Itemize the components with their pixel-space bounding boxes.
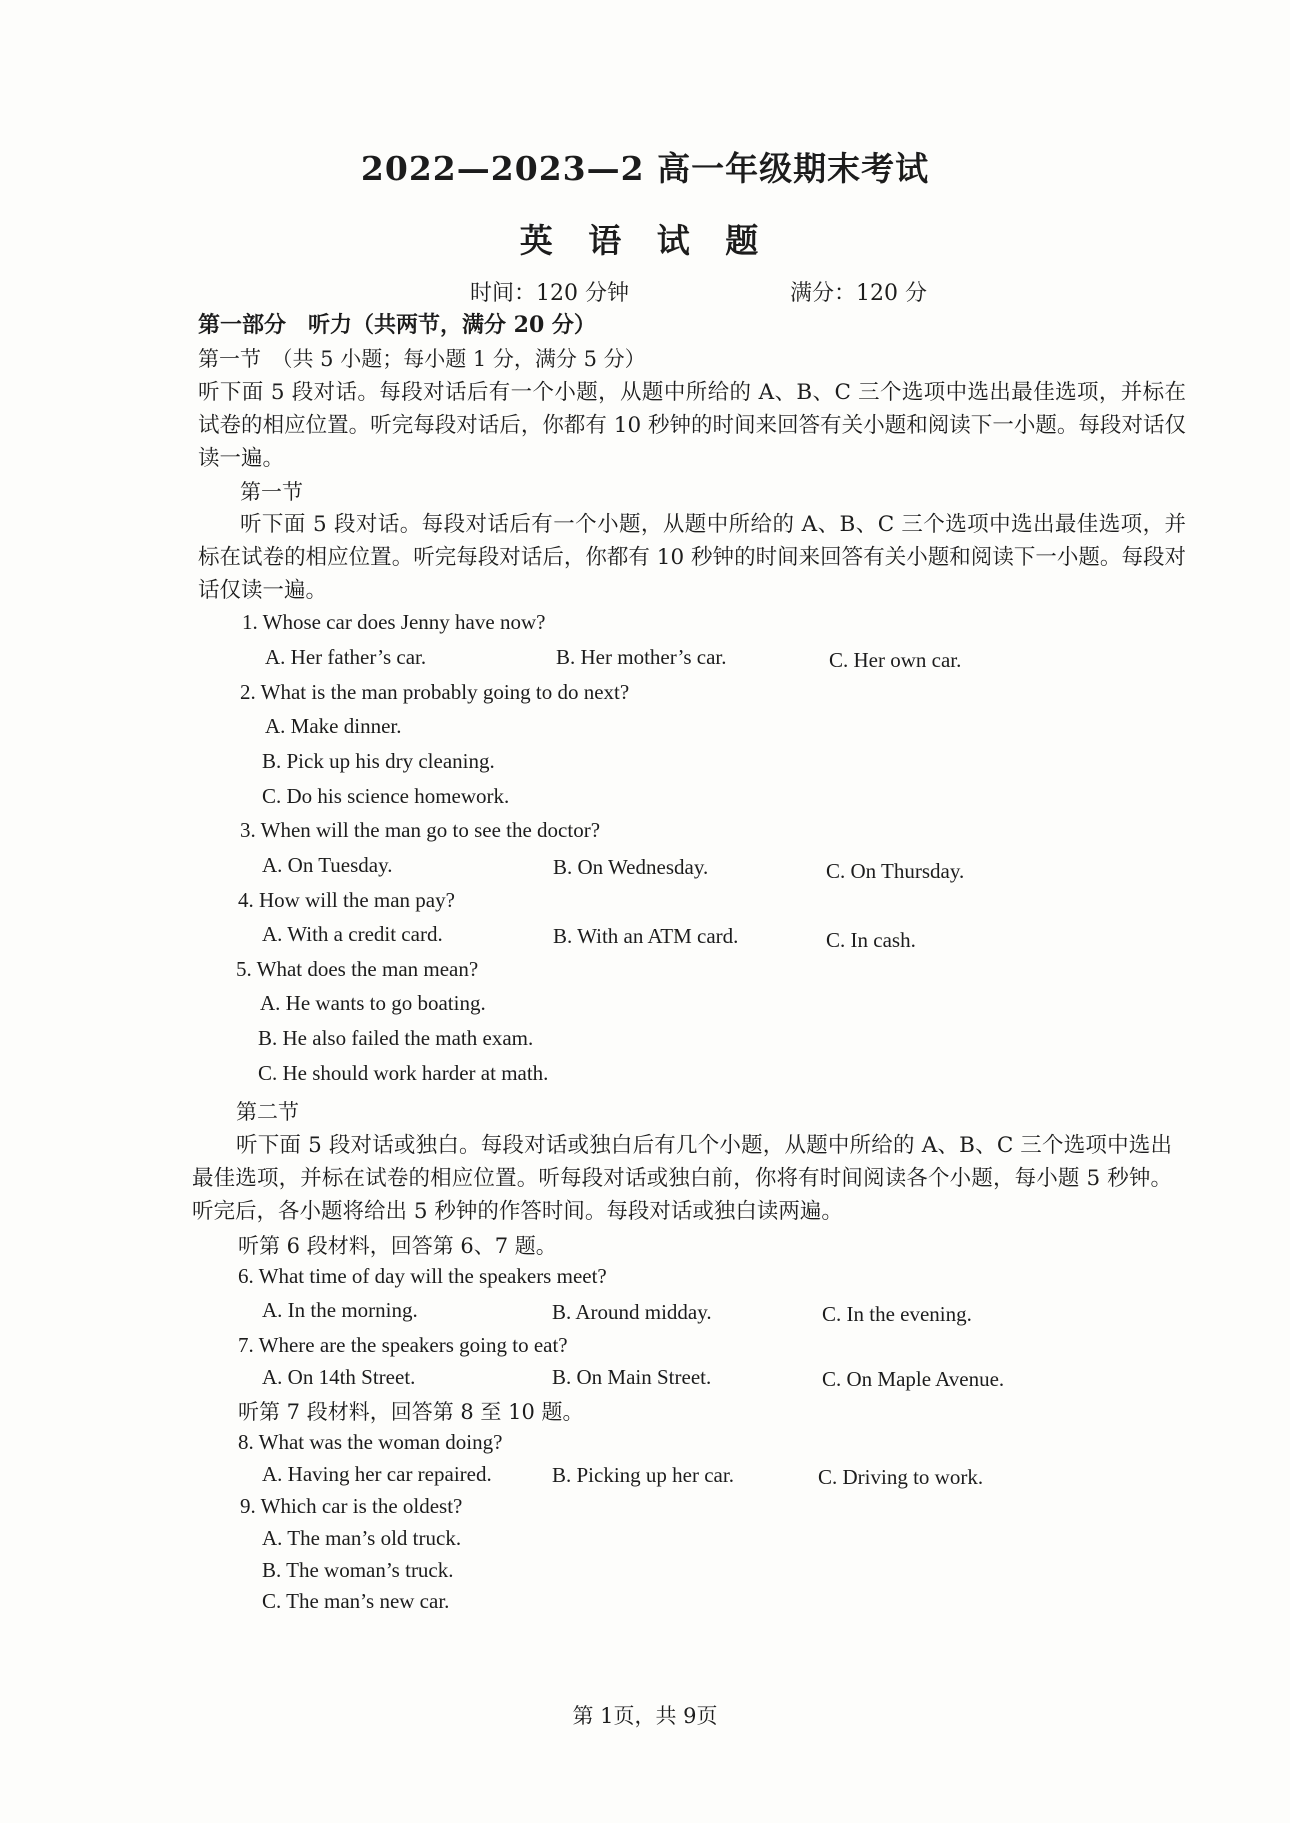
question-4: 4. How will the man pay? [238, 888, 455, 912]
q8-option-b: B. Picking up her car. [552, 1463, 734, 1487]
q1-option-a: A. Her father’s car. [265, 645, 427, 669]
section2-instruction: 听下面 5 段对话或独白。每段对话或独白后有几个小题，从题中所给的 A、B、C 三个选项中选出最佳选项，并标在试卷的相应位置。听每段对话或独白前，你将有时间阅读各个小题，每小题 5 秒钟。听完后，各小题将给出 5 秒钟的作答时间。每段对话或独白读两遍。 [192, 1133, 1172, 1224]
q3-option-a: A. On Tuesday. [262, 853, 393, 877]
exam-score: 满分：120 分 [790, 281, 927, 306]
q2-option-b: B. Pick up his dry cleaning. [262, 749, 495, 773]
page-number: 第 1页，共 9页 [572, 1704, 718, 1728]
question-1: 1. Whose car does Jenny have now? [242, 610, 546, 634]
q6-option-c: C. In the evening. [822, 1302, 972, 1326]
exam-time: 时间：120 分钟 [470, 281, 629, 306]
section1-instruction-repeat: 听下面 5 段对话。每段对话后有一个小题，从题中所给的 A、B、C 三个选项中选出最佳选项，并标在试卷的相应位置。听完每段对话后，你都有 10 秒钟的时间来回答有关小题和阅读下一小题。每段对话仅读一遍。 [198, 512, 1186, 603]
question-3: 3. When will the man go to see the doctor? [240, 818, 601, 842]
q3-option-c: C. On Thursday. [826, 859, 965, 883]
q2-option-a: A. Make dinner. [265, 714, 402, 738]
part1-heading: 第一部分 听力（共两节，满分 20 分） [198, 312, 596, 338]
q6-option-a: A. In the morning. [262, 1298, 418, 1322]
material-7-note: 听第 7 段材料，回答第 8 至 10 题。 [238, 1400, 584, 1424]
q2-option-c: C. Do his science homework. [262, 784, 510, 808]
q3-option-b: B. On Wednesday. [553, 855, 709, 879]
question-7: 7. Where are the speakers going to eat? [238, 1333, 568, 1357]
section1-instruction: 听下面 5 段对话。每段对话后有一个小题，从题中所给的 A、B、C 三个选项中选出最佳选项，并标在试卷的相应位置。听完每段对话后，你都有 10 秒钟的时间来回答有关小题和阅读下一小题。每段对话仅读一遍。 [198, 380, 1186, 471]
q7-option-a: A. On 14th Street. [262, 1365, 416, 1389]
material-6-note: 听第 6 段材料，回答第 6、7 题。 [238, 1234, 557, 1258]
question-6: 6. What time of day will the speakers meet? [238, 1264, 607, 1288]
section2-heading: 第二节 [236, 1100, 299, 1124]
q1-option-b: B. Her mother’s car. [556, 645, 727, 669]
q6-option-b: B. Around midday. [552, 1300, 712, 1324]
q5-option-a: A. He wants to go boating. [260, 991, 486, 1015]
q8-option-a: A. Having her car repaired. [262, 1462, 492, 1486]
q5-option-c: C. He should work harder at math. [258, 1061, 549, 1085]
q5-option-b: B. He also failed the math exam. [258, 1026, 534, 1050]
q8-option-c: C. Driving to work. [818, 1465, 984, 1489]
exam-title: 2022—2023—2 高一年级期末考试 [360, 149, 930, 188]
q9-option-c: C. The man’s new car. [262, 1589, 450, 1613]
q9-option-a: A. The man’s old truck. [262, 1526, 462, 1550]
q7-option-b: B. On Main Street. [552, 1365, 712, 1389]
question-8: 8. What was the woman doing? [238, 1430, 503, 1454]
question-2: 2. What is the man probably going to do next? [240, 680, 630, 704]
q4-option-a: A. With a credit card. [262, 922, 443, 946]
q7-option-c: C. On Maple Avenue. [822, 1367, 1005, 1391]
question-5: 5. What does the man mean? [236, 957, 479, 981]
exam-subtitle: 英 语 试 题 [519, 221, 771, 260]
q1-option-c: C. Her own car. [829, 648, 962, 672]
q4-option-c: C. In cash. [826, 928, 916, 952]
section1-heading-repeat: 第一节 [240, 480, 303, 504]
section1-heading: 第一节 （共 5 小题；每小题 1 分，满分 5 分） [198, 347, 646, 371]
q9-option-b: B. The woman’s truck. [262, 1558, 454, 1582]
question-9: 9. Which car is the oldest? [240, 1494, 463, 1518]
q4-option-b: B. With an ATM card. [553, 924, 739, 948]
